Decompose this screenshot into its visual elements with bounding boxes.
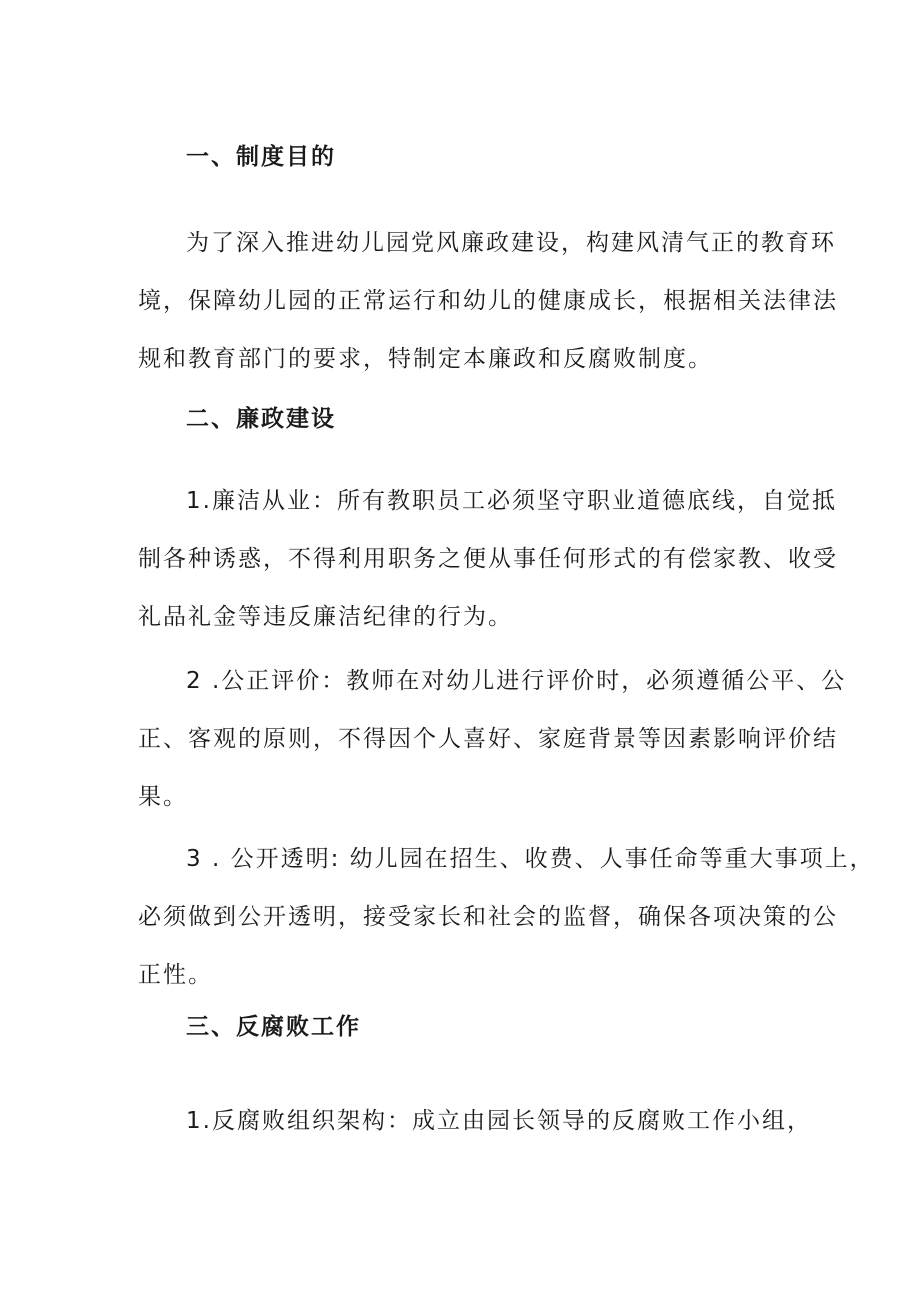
paragraph-line: 境，保障幼儿园的正常运行和幼儿的健康成长，根据相关法律法 xyxy=(138,288,838,314)
paragraph-line: 礼品礼金等违反廉洁纪律的行为。 xyxy=(138,604,513,630)
paragraph-purpose xyxy=(138,214,838,388)
paragraph-line: 必须做到公开透明，接受家长和社会的监督，确保各项决策的公 xyxy=(138,904,838,930)
paragraph-line: 制各种诱惑，不得利用职务之便从事任何形式的有偿家教、收受 xyxy=(138,546,838,572)
paragraph-transparency xyxy=(138,830,875,1004)
paragraph-line: 3 . 公开透明: 幼儿园在招生、收费、人事任命等重大事项上， xyxy=(186,846,875,872)
section-heading-purpose: 一、制度目的 xyxy=(186,144,336,170)
paragraph-line: 为了深入推进幼儿园党风廉政建设，构建风清气正的教育环 xyxy=(186,230,836,256)
paragraph-line: 1.廉洁从业：所有教职员工必须坚守职业道德底线，自觉抵 xyxy=(186,488,837,514)
paragraph-fair-evaluation xyxy=(138,652,847,826)
section-heading-integrity: 二、廉政建设 xyxy=(186,406,336,432)
paragraph-anti-corruption-structure xyxy=(138,1092,812,1150)
paragraph-integrity-practice xyxy=(138,472,838,646)
paragraph-line: 2 .公正评价：教师在对幼儿进行评价时，必须遵循公平、公 xyxy=(186,668,847,694)
paragraph-line: 正性。 xyxy=(138,962,213,988)
section-heading-anti-corruption: 三、反腐败工作 xyxy=(186,1014,361,1040)
paragraph-line: 规和教育部门的要求，特制定本廉政和反腐败制度。 xyxy=(138,346,713,372)
paragraph-line: 正、客观的原则，不得因个人喜好、家庭背景等因素影响评价结 xyxy=(138,726,838,752)
paragraph-line: 果。 xyxy=(138,784,188,810)
paragraph-line: 1.反腐败组织架构：成立由园长领导的反腐败工作小组， xyxy=(186,1108,812,1134)
